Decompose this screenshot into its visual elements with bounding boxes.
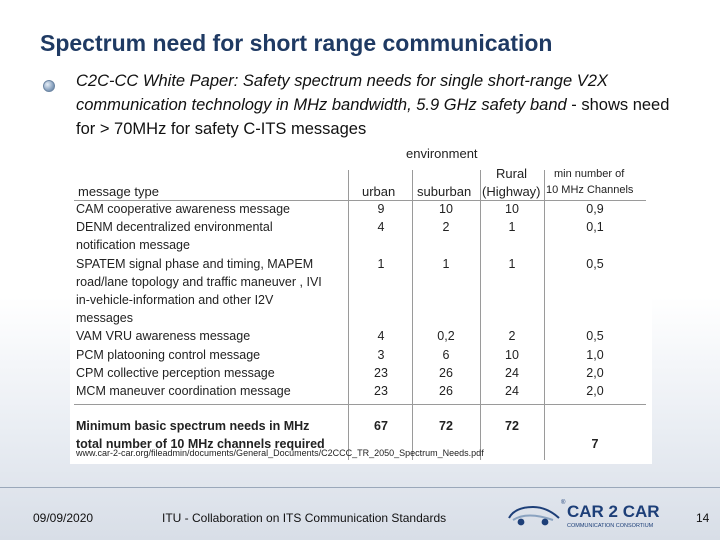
environment-header: environment [406,146,478,161]
table-cell-urban: 9 [377,202,385,216]
table-cell-suburban: 2 [442,220,450,235]
header-suburban: suburban [417,184,472,199]
summary-channels-value: 7 [591,437,599,451]
table-row-label: PCM platooning control message [76,347,261,362]
slide-title: Spectrum need for short range communication [40,30,553,56]
summary-min-spectrum-label: Minimum basic spectrum needs in MHz [76,419,310,433]
logo-text: CAR 2 CAR [567,502,660,521]
table-cell-rural: 2 [508,329,516,344]
logo-subtext: COMMUNICATION CONSORTIUM [567,523,654,529]
table-cell-rural: 1 [508,220,516,235]
table-cell-min: 0,1 [586,220,604,235]
spectrum-table [70,144,652,464]
table-cell-urban: 23 [374,384,388,398]
header-rural-line2: (Highway) [482,184,541,199]
column-divider [348,170,349,460]
footer-date: 09/09/2020 [33,511,94,525]
table-row-label: CAM cooperative awareness message [76,202,290,216]
header-urban: urban [362,184,396,199]
source-url[interactable]: www.car-2-car.org/fileadmin/documents/General_Documents/C2CCC_TR_2050_Spectrum_Needs.pdf [76,448,484,458]
car-icon [509,507,559,525]
header-min-line1: min number of [554,168,625,180]
bullet-italic-text: C2C-CC White Paper: Safety spectrum needs for single short-range V2X communication technology in MHz bandwidth, 5.9 GHz safety band [76,72,608,114]
table-row-label: notification message [76,238,190,253]
bullet-plain-text: - shows need for > 70MHz for safety C-ITS messages [76,96,670,138]
column-divider [412,170,413,460]
table-cell-urban: 23 [374,365,388,380]
bullet-text [76,69,676,141]
table-cell-urban: 4 [377,220,385,235]
footer-title: ITU - Collaboration on ITS Communication Standards [162,511,447,525]
table-cell-min: 0,5 [586,329,604,344]
table-cell-urban: 4 [377,329,385,344]
table-cell-suburban: 26 [439,365,453,380]
summary-channels-label: total number of 10 MHz channels required [76,437,325,451]
table-cell-rural: 1 [508,256,516,271]
table-cell-min: 2,0 [586,384,604,398]
summary-min-spectrum-rural: 72 [505,419,519,433]
registered-mark: ® [561,500,566,506]
table-cell-min: 2,0 [586,365,604,380]
header-min-line2: 10 MHz Channels [546,184,634,196]
header-divider [74,200,646,201]
header-rural-line1: Rural [496,166,528,181]
table-cell-suburban: 10 [439,202,453,216]
table-cell-urban: 1 [377,256,385,271]
column-divider [480,170,481,460]
header-message-type: message type [78,184,159,199]
table-cell-suburban: 0,2 [437,329,455,344]
bullet-icon [43,80,55,92]
table-row-label: messages [76,311,133,326]
table-cell-rural: 10 [505,347,519,362]
summary-divider [74,404,646,405]
table-row-label: road/lane topology and traffic maneuver , IVI [76,274,322,289]
table-cell-urban: 3 [377,347,385,362]
summary-min-spectrum-suburban: 72 [439,419,453,433]
car2car-logo [505,497,675,531]
table-cell-min: 0,5 [586,256,604,271]
table-cell-rural: 24 [505,365,519,380]
table-cell-min: 0,9 [586,202,604,216]
table-row-label: DENM decentralized environmental [76,220,273,235]
table-row-label: in-vehicle-information and other I2V [76,293,274,307]
table-row-label: SPATEM signal phase and timing, MAPEM [76,256,314,271]
page-number: 14 [696,511,710,525]
table-cell-suburban: 26 [439,384,453,398]
table-cell-min: 1,0 [586,347,604,362]
table-row-label: VAM VRU awareness message [76,329,251,344]
footer-divider [0,487,720,488]
table-cell-suburban: 6 [442,347,450,362]
table-cell-rural: 24 [505,384,519,398]
table-row-label: MCM maneuver coordination message [76,384,291,398]
table-cell-rural: 10 [505,202,519,216]
table-cell-suburban: 1 [442,256,450,271]
table-row-label: CPM collective perception message [76,365,275,380]
column-divider [544,170,545,460]
summary-min-spectrum-urban: 67 [374,419,388,433]
